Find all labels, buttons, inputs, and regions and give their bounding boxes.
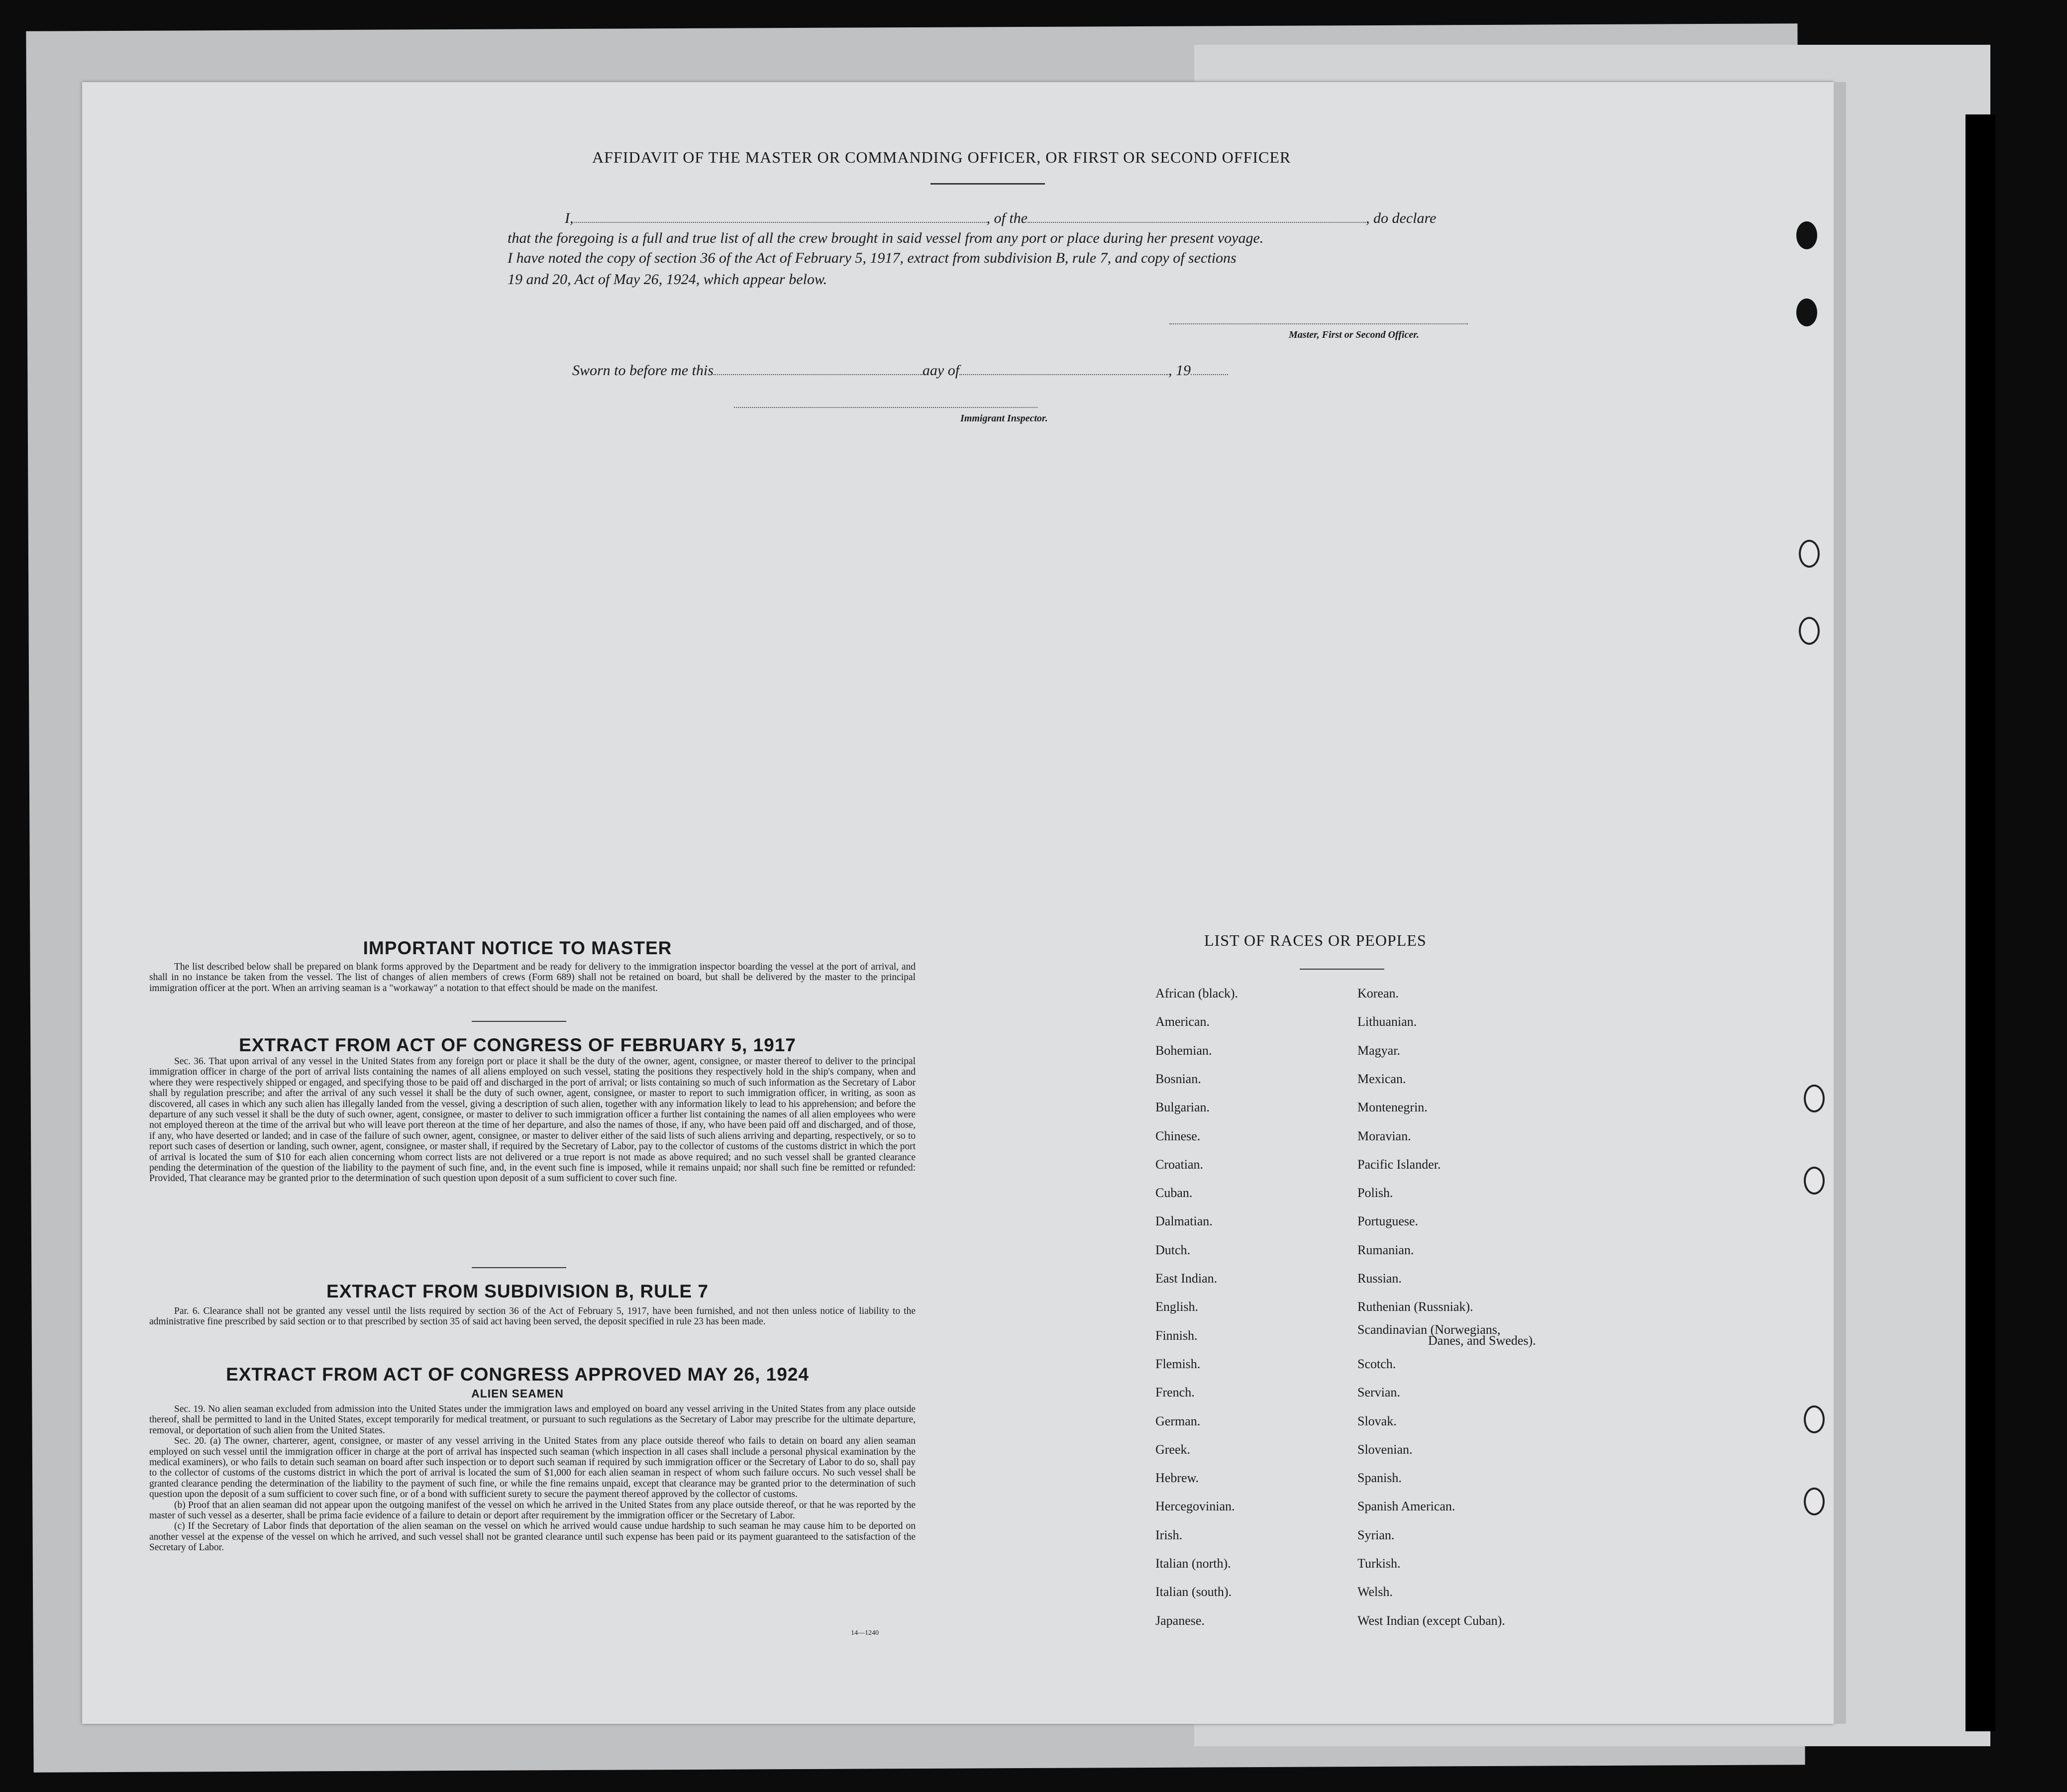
extract-1917-title: EXTRACT FROM ACT OF CONGRESS OF FEBRUARY 5, 1917 [239,1035,796,1055]
race-item-right: Moravian. [1357,1128,1411,1143]
extract-1924-subtitle: ALIEN SEAMEN [471,1387,564,1400]
race-item-right: Mexican. [1357,1071,1406,1086]
race-item-right: Spanish American. [1357,1499,1455,1514]
sec-20c: (c) If the Secretary of Labor finds that deportation of the alien seaman on the vessel on which he arrived would cause undue hardship to such seaman he may cause him to be deported on another vessel at the expense of the vessel on which he arrived, and such vessel shall not be granted clearance until such expense has been paid or its payment guaranteed to the satisfaction of the Secretary of Labor. [149,1521,916,1553]
punch-hole-icon [1804,1085,1825,1112]
race-item-left: Croatian. [1155,1157,1204,1172]
affidavit-declare: , do declare [1366,210,1437,226]
divider [472,1267,566,1268]
race-item-right: Rumanian. [1357,1242,1414,1257]
race-item-left: Bulgarian. [1155,1100,1210,1115]
race-item-left: Hercegovinian. [1155,1499,1235,1514]
race-item-right: Slovenian. [1357,1442,1413,1457]
affidavit-line-3: I have noted the copy of section 36 of the Act of February 5, 1917, extract from subdivision B, rule 7, and copy of sections [508,250,1237,266]
race-item-left: American. [1155,1014,1210,1029]
race-item-continuation: Danes, and Swedes). [1428,1333,1536,1348]
race-item-left: French. [1155,1385,1195,1400]
race-item-left: Greek. [1155,1442,1191,1457]
sworn-year: , 19 [1168,362,1191,379]
race-item-right: Pacific Islander. [1357,1157,1441,1172]
notice-body: The list described below shall be prepared on blank forms approved by the Department and be ready for delivery to the immigration inspector boarding the vessel at the port of arrival, and shall in no instance be taken from the vessel. The list of changes of alien members of crews (Form 689) shall not be retained on board, but shall be delivered by the master to the principal immigration officer at the port. When an arriving seaman is a "workaway" a notation to that effect should be made on the manifest. [149,962,916,994]
punch-hole-icon [1799,540,1820,568]
form-number: 14—1240 [851,1629,879,1637]
inspector-caption: Immigrant Inspector. [960,413,1048,424]
sheet-edge [1834,82,1846,1724]
affidavit-line-1 [508,210,1468,227]
punch-hole-icon [1796,221,1817,249]
race-item-left: Bosnian. [1155,1071,1201,1086]
race-item-right: Russian. [1357,1271,1402,1286]
extract-rule7-body: Par. 6. Clearance shall not be granted any vessel until the lists required by section 36 of the Act of February 5, 1917, have been furnished, and not then unless notice of liability to the administrative fine prescribed by said section or to that prescribed by section 35 of said act having been served, the deposit specified in rule 23 has been made. [149,1306,916,1327]
sworn-month-field[interactable] [959,374,1168,375]
race-item-left: Dalmatian. [1155,1214,1213,1229]
affidavit-of-the: , of the [986,210,1028,226]
vessel-name-field[interactable] [1028,222,1366,223]
race-item-right: Polish. [1357,1186,1393,1200]
punch-hole-icon [1804,1405,1825,1433]
races-title: LIST OF RACES OR PEOPLES [1204,931,1427,949]
race-item-right: Montenegrin. [1357,1100,1428,1115]
page-shadow [1965,114,1995,1731]
sec-20b: (b) Proof that an alien seaman did not appear upon the outgoing manifest of the vessel on which he arrived in the United States from any place outside thereof, or that he was reported by the master of such vessel as a deserter, shall be prima facie evidence of a failure to detain or deport after requirement by the immigration officer or the Secretary of Labor. [149,1499,916,1521]
race-item-left: Irish. [1155,1527,1183,1542]
extract-1917-body: Sec. 36. That upon arrival of any vessel in the United States from any foreign port or place it shall be the duty of the owner, agent, consignee, or master thereof to deliver to the principal immigration officer in charge of the port of arrival lists containing the names of all aliens employed on such vessel, stating the positions they respectively hold in the ship's company, when and where they were respectively shipped or engaged, and specifying those to be paid off and discharged in the port of arrival; or lists containing so much of such information as the Secretary of Labor shall by regulation prescribe; and after the arrival of any such vessel it shall be the duty of such owner, agent, consignee, or master to report to such immigration officer, in writing, as soon as discovered, all cases in which any such alien has illegally landed from the vessel, giving a description of such alien, together with any information likely to lead to his apprehension; and before the departure of any such vessel it shall be the duty of such owner, agent, consignee, or master to deliver to such immigration officer a further list containing the names of all alien employees who were not employed thereon at the time of the arrival but who will leave port thereon at the time of her departure, and also the names of those, if any, who have been paid off and discharged, and of those, if any, who have deserted or landed; and in case of the failure of such owner, agent, consignee, or master to deliver either of the said lists of such aliens arriving and departing, respectively, or so to report such cases of desertion or landing, such owner, agent, consignee, or master shall, if required by the Secretary of Labor, pay to the collector of customs of the customs district in which the port of arrival is located the sum of $10 for each alien concerning whom correct lists are not delivered or a true report is not made as above required; and no such vessel shall be granted clearance pending the determination of the question of the liability to the payment of such fine, and, in the event such fine is imposed, while it remains unpaid; nor shall such fine be remitted or refunded: Provided, That clearance may be granted prior to the determination of such question upon deposit of a sum sufficient to cover such fine. [149,1056,916,1184]
sworn-day-field[interactable] [714,374,923,375]
affidavit-line-2: that the foregoing is a full and true list of all the crew brought in said vessel from any port or place during her present voyage. [508,230,1264,246]
sworn-year-field[interactable] [1191,374,1228,375]
extract-1924-title: EXTRACT FROM ACT OF CONGRESS APPROVED MAY 26, 1924 [226,1364,809,1385]
sworn-prefix: Sworn to before me this [572,362,714,379]
sworn-day: aay of [922,362,960,379]
race-item-left: East Indian. [1155,1271,1218,1286]
race-item-left: Italian (south). [1155,1585,1232,1599]
race-item-left: Dutch. [1155,1242,1191,1257]
race-item-right: Turkish. [1357,1556,1401,1571]
master-caption: Master, First or Second Officer. [1289,329,1419,340]
punch-hole-icon [1799,617,1820,645]
race-item-right: Slovak. [1357,1413,1397,1428]
race-item-right: Scandinavian (Norwegians, [1357,1322,1501,1337]
race-item-left: Bohemian. [1155,1043,1212,1058]
race-item-right: Spanish. [1357,1471,1402,1486]
race-item-right: Syrian. [1357,1527,1395,1542]
race-item-left: Finnish. [1155,1328,1198,1343]
sworn-line [572,362,1319,379]
race-item-left: Chinese. [1155,1128,1201,1143]
race-item-left: Hebrew. [1155,1471,1199,1486]
race-item-right: West Indian (except Cuban). [1357,1613,1505,1628]
race-item-right: Welsh. [1357,1585,1393,1599]
extract-1924-body [149,1404,916,1553]
race-item-left: English. [1155,1299,1198,1314]
sec-19: Sec. 19. No alien seaman excluded from admission into the United States under the immigration laws and employed on board any vessel arriving in the United States from any place outside thereof, shall be permitted to land in the United States, except temporarily for medical treatment, or pursuant to such regulations as the Secretary of Labor may prescribe for the ultimate departure, removal, or deportation of such alien from the United States. [149,1404,916,1436]
notice-title: IMPORTANT NOTICE TO MASTER [363,938,672,958]
master-signature-field[interactable] [1169,323,1468,324]
inspector-signature-field[interactable] [734,407,1037,408]
race-item-right: Portuguese. [1357,1214,1419,1229]
affidavit-line-4: 19 and 20, Act of May 26, 1924, which appear below. [508,271,827,288]
punch-hole-icon [1804,1488,1825,1515]
officer-name-field[interactable] [574,222,987,223]
race-item-right: Ruthenian (Russniak). [1357,1299,1473,1314]
race-item-left: Italian (north). [1155,1556,1231,1571]
race-item-left: German. [1155,1413,1201,1428]
punch-hole-icon [1804,1167,1825,1195]
punch-hole-icon [1796,299,1817,326]
race-item-right: Servian. [1357,1385,1400,1400]
divider [472,1021,566,1022]
divider [1300,969,1384,970]
divider [930,183,1045,185]
race-item-right: Scotch. [1357,1356,1396,1371]
race-item-right: Korean. [1357,986,1399,1000]
extract-rule7-title: EXTRACT FROM SUBDIVISION B, RULE 7 [326,1281,709,1301]
affidavit-title: AFFIDAVIT OF THE MASTER OR COMMANDING OFFICER, OR FIRST OR SECOND OFFICER [592,148,1291,166]
affidavit-i: I, [565,210,574,226]
race-item-left: Cuban. [1155,1186,1193,1200]
sec-20a: Sec. 20. (a) The owner, charterer, agent, consignee, or master of any vessel arriving in the United States from any place outside thereof who fails to detain on board any alien seaman employed on such vessel until the immigration officer in charge at the port of arrival has inspected such seaman (which inspection in all cases shall include a personal physical examination by the medical examiners), or who fails to detain such seaman on board after such inspection or to deport such seaman if required by such immigration officer or the Secretary of Labor to do so, shall pay to the collector of customs of the customs district in which the port of arrival is located the sum of $1,000 for each alien seaman in respect of whom such failure occurs. No such vessel shall be granted clearance pending the determination of the liability to the payment of such fine, or while the fine remains unpaid, except that clearance may be granted prior to the determination of such question upon the deposit of a sum sufficient to cover such fine, or of a bond with sufficient surety to secure the payment thereof approved by the collector of customs. [149,1436,916,1500]
race-item-right: Magyar. [1357,1043,1400,1058]
race-item-left: Flemish. [1155,1356,1201,1371]
race-item-right: Lithuanian. [1357,1014,1417,1029]
race-item-left: Japanese. [1155,1613,1205,1628]
race-item-left: African (black). [1155,986,1239,1000]
